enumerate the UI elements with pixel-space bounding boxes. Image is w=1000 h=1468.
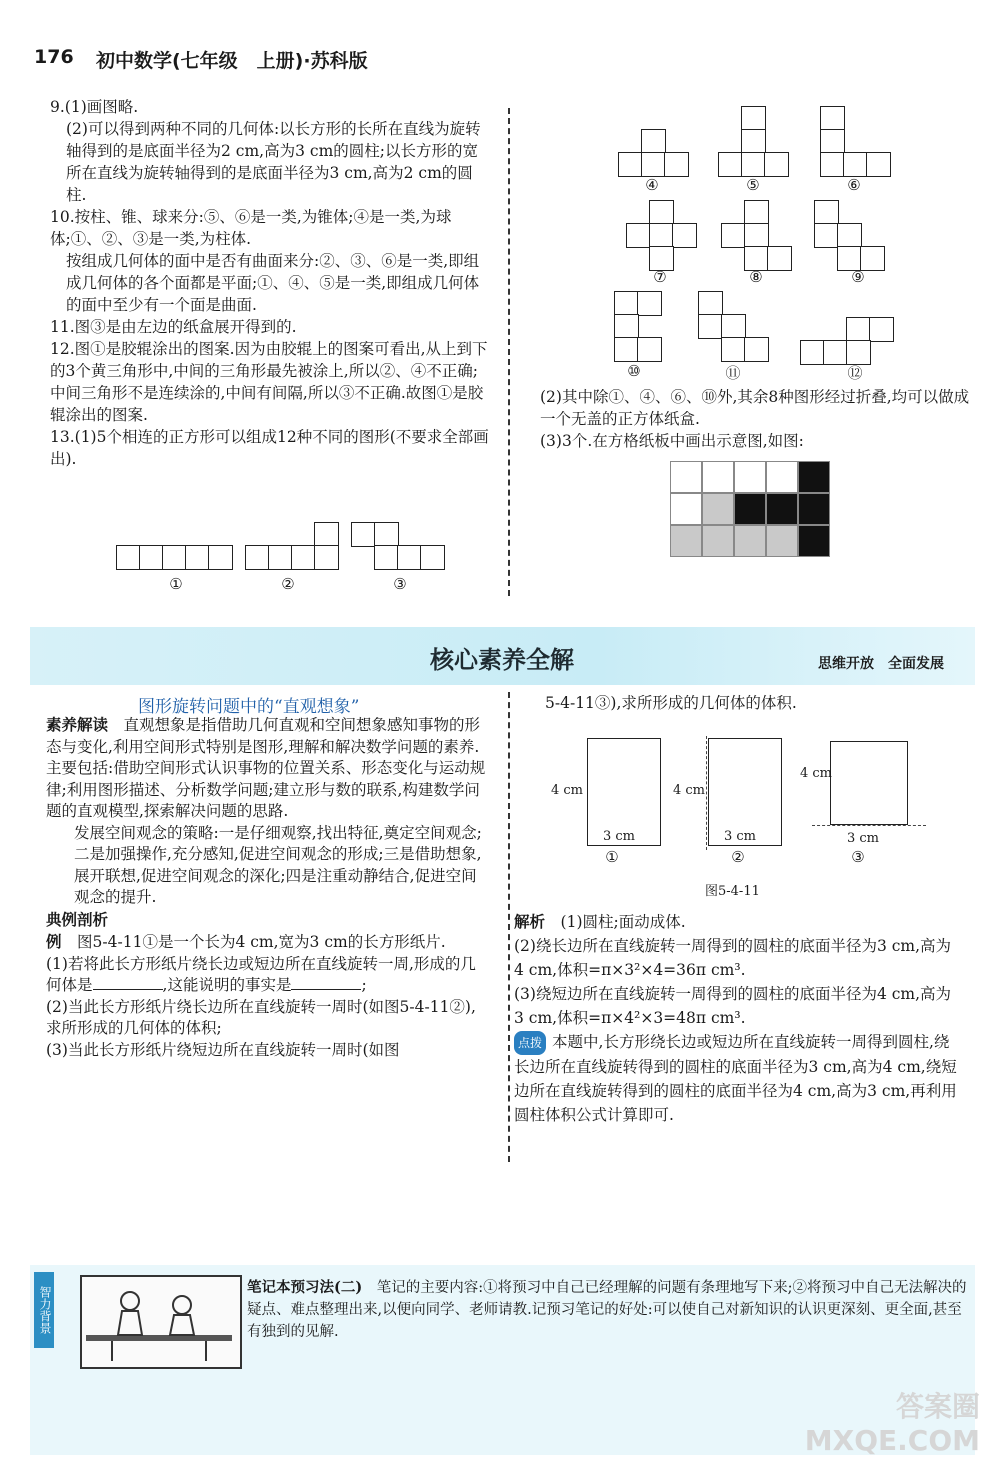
grid-board-cell: [670, 493, 702, 525]
section-subhead: 图形旋转问题中的“直观想象”: [138, 697, 360, 717]
literacy-text: 直观想象是指借助几何直观和空间想象感知事物的形态与变化,利用空间形式特别是图形,理解和解决数学问题的素养.主要包括:借助空间形式认识事物的位置关系、形态变化与运动规律;利用图形描述、分析数学问题;建立形与数的联系,构建数学问题的直观模型,探索解决问题的思路.: [46, 716, 486, 820]
grid-board-cell: [702, 525, 734, 557]
analysis-label: 解析: [514, 912, 546, 931]
question-1-text-a: (1)若将此长方形纸片绕长边或短边所在直线旋转一周,形成的几何体是: [46, 954, 476, 994]
question-2: (2)当此长方形纸片绕长边所在直线旋转一周时(如图5-4-11②),求所形成的几何体的体积;: [46, 997, 476, 1037]
figure-label: ⑧: [749, 268, 763, 286]
grid-board-cell: [798, 493, 830, 525]
students-illustration: [82, 1277, 236, 1363]
rotation-axis: [812, 825, 926, 826]
example-heading: [46, 909, 486, 932]
figure-label: ③: [393, 575, 407, 593]
question-1: [46, 954, 486, 997]
section-title: 核心素养全解: [430, 646, 574, 674]
grid-board-cell: [734, 525, 766, 557]
example-label: 典例剖析: [46, 909, 109, 929]
grid-board-cell: [766, 493, 798, 525]
dim-long: 4 cm: [673, 783, 706, 798]
figure-label: ⑦: [653, 268, 667, 286]
note-body: 笔记的主要内容:①将预习中自己已经理解的问题有条理地写下来;②将预习中自己无法解决的疑点、难点整理出来,以便向同学、老师请教.记预习笔记的好处:可以使自己对新知识的认识更深刻、更全面,甚至有独到的见解.: [247, 1280, 967, 1340]
figure-label: ⑨: [851, 268, 865, 286]
figure-label: ④: [645, 176, 659, 194]
rotation-axis: [706, 736, 707, 850]
figure-label: ⑥: [847, 176, 861, 194]
answer-10-a: 10.按柱、锥、球来分:⑤、⑥是一类,为锥体;④是一类,为球体;①、②、③是一类,为柱体.: [50, 208, 452, 248]
note-text-block: [247, 1277, 967, 1343]
section-slogan: 思维开放 全面发展: [818, 656, 944, 672]
answer-9-1: 9.(1)画图略.: [50, 98, 139, 116]
figure-caption: 图5-4-11: [705, 884, 760, 899]
rectangle-figure-3: [830, 741, 908, 825]
grid-board-cell: [766, 525, 798, 557]
answer-10-b: 按组成几何体的面中是否有曲面来分:②、③、⑥是一类,即组成几何体的各个面都是平面;①、④、⑤是一类,即组成几何体的面中至少有一个面是曲面.: [66, 252, 480, 314]
example-marker: 例: [46, 932, 62, 951]
literacy-paragraph-1: [46, 714, 486, 823]
note-side-label: 智力背景: [38, 1286, 52, 1334]
answer-13-3: (3)3个.在方格纸板中画出示意图,如图:: [540, 432, 804, 450]
literacy-label: 素养解读: [46, 715, 109, 734]
column-divider: [508, 108, 510, 596]
dim-short: 3 cm: [603, 829, 636, 844]
book-title: 初中数学(七年级 上册)·苏科版: [96, 50, 368, 72]
tip-badge: 点拨: [514, 1031, 546, 1055]
answer-blank[interactable]: [291, 989, 361, 990]
question-1-text-b: ,这能说明的事实是: [162, 976, 292, 994]
tip: [514, 1030, 960, 1127]
answer-11: 11.图③是由左边的纸盒展开得到的.: [50, 318, 297, 336]
figure-label: ⑩: [627, 362, 641, 380]
figure-label: ①: [169, 575, 183, 593]
answer-12: 12.图①是胶辊涂出的图案.因为由胶辊上的图案可看出,从上到下的3个黄三角形中,中间的三角形最先被涂上,所以②、④不正确;中间三角形不是连续涂的,中间有间隔,所以③不正确.故图①是胶辊涂出的图案.: [50, 340, 488, 424]
grid-board-cell: [670, 525, 702, 557]
analysis: [514, 910, 960, 1127]
dim-long: 4 cm: [551, 783, 584, 798]
figure-label: ⑪: [725, 364, 741, 382]
tip-text: 本题中,长方形绕长边或短边所在直线旋转一周得到圆柱,绕长边所在直线旋转得到的圆柱的底面半径为3 cm,高为4 cm,绕短边所在直线旋转得到的圆柱的底面半径为4 cm,高为3 cm,再利用圆柱体积公式计算即可.: [514, 1033, 957, 1124]
answer-9-2: (2)可以得到两种不同的几何体:以长方形的长所在直线为旋转轴得到的是底面半径为2 cm,高为3 cm的圆柱;以长方形的宽所在直线为旋转轴得到的是底面半径为3 cm,高为2 cm的圆柱.: [66, 120, 481, 204]
grid-board-cell: [702, 493, 734, 525]
note-side-tab: [34, 1272, 54, 1348]
example-stem: [46, 931, 486, 954]
grid-board-cell: [734, 461, 766, 493]
dim-short: 3 cm: [847, 831, 880, 846]
question-1-text-c: ;: [361, 976, 367, 994]
note-title: 笔记本预习法(二): [247, 1279, 363, 1296]
answer-13: 13.(1)5个相连的正方形可以组成12种不同的图形(不要求全部画出).: [50, 428, 489, 468]
example-text: 图5-4-11①是一个长为4 cm,宽为3 cm的长方形纸片.: [77, 933, 446, 951]
figure-label: ①: [605, 848, 619, 866]
answer-13-2: (2)其中除①、④、⑥、⑩外,其余8种图形经过折叠,均可以做成一个无盖的正方体纸盒.: [540, 388, 970, 428]
figure-label: ②: [281, 575, 295, 593]
question-3: (3)当此长方形纸片绕短边所在直线旋转一周时(如图: [46, 1040, 400, 1059]
grid-board-cell: [766, 461, 798, 493]
grid-board-cell: [798, 461, 830, 493]
note-illustration: [80, 1275, 242, 1369]
figure-label: ⑫: [847, 364, 863, 382]
analysis-3: (3)绕短边所在直线旋转一周得到的圆柱的底面半径为4 cm,高为3 cm,体积=π×4²×3=48π cm³.: [514, 985, 952, 1027]
figure-label: ⑤: [746, 176, 760, 194]
grid-board-cell: [670, 461, 702, 493]
dim-short: 3 cm: [724, 829, 757, 844]
answers-right-top: [540, 386, 970, 452]
literacy-paragraph-2: 发展空间观念的策略:一是仔细观察,找出特征,奠定空间观念;二是加强操作,充分感知,促进空间观念的形成;三是借助想象,展开联想,促进空间观念的深化;四是注重动静结合,促进空间观念的提升.: [74, 823, 482, 906]
answers-left-top: [50, 96, 492, 470]
answer-blank[interactable]: [93, 989, 163, 990]
grid-board-cell: [798, 525, 830, 557]
grid-board-cell: [734, 493, 766, 525]
figure-label: ②: [731, 848, 745, 866]
column-divider: [508, 692, 510, 1162]
figure-label: ③: [851, 848, 865, 866]
literacy-left: [46, 714, 486, 1061]
analysis-1: [514, 910, 960, 934]
question-3-cont: 5-4-11③),求所形成的几何体的体积.: [545, 694, 797, 712]
grid-board: [670, 461, 830, 557]
analysis-2: (2)绕长边所在直线旋转一周得到的圆柱的底面半径为3 cm,高为4 cm,体积=π×3²×4=36π cm³.: [514, 937, 952, 979]
watermark: 答案圈 MXQE.COM: [804, 1390, 980, 1457]
grid-board-cell: [702, 461, 734, 493]
dim-long: 4 cm: [800, 766, 833, 781]
analysis-text-1: (1)圆柱;面动成体.: [560, 913, 686, 931]
page-number: 176: [34, 46, 74, 68]
